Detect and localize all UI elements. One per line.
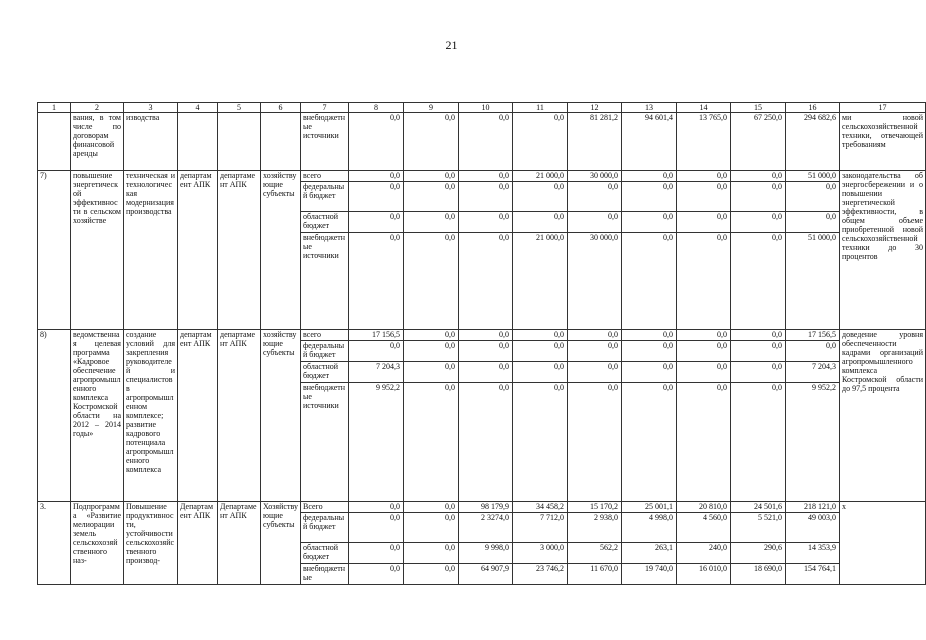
funding-source: внебюджетные источники: [301, 113, 349, 171]
amount-cell: 18 690,0: [731, 564, 786, 585]
amount-cell: 24 501,6: [731, 502, 786, 513]
funding-source: федеральный бюджет: [301, 513, 349, 543]
amount-cell: 2 938,0: [568, 513, 622, 543]
column-number: 11: [513, 103, 568, 113]
amount-cell: 0,0: [513, 113, 568, 171]
responsible: департамент АПК: [178, 171, 218, 330]
amount-cell: 21 000,0: [513, 171, 568, 182]
executor: департамент АПК: [218, 171, 261, 330]
amount-cell: 94 601,4: [622, 113, 677, 171]
amount-cell: 15 170,2: [568, 502, 622, 513]
amount-cell: 0,0: [513, 182, 568, 212]
amount-cell: 0,0: [513, 362, 568, 383]
funding-source: Всего: [301, 502, 349, 513]
column-number: 9: [404, 103, 459, 113]
responsible: [178, 113, 218, 171]
table-row: [38, 113, 926, 171]
amount-cell: 7 204,3: [349, 362, 404, 383]
amount-cell: 0,0: [622, 212, 677, 233]
executor: [218, 113, 261, 171]
amount-cell: 0,0: [459, 383, 513, 502]
amount-cell: 0,0: [404, 212, 459, 233]
amount-cell: 0,0: [404, 330, 459, 341]
amount-cell: 0,0: [459, 362, 513, 383]
page-number: 21: [445, 38, 458, 52]
amount-cell: 0,0: [677, 362, 731, 383]
amount-cell: 14 353,9: [786, 543, 840, 564]
amount-cell: 17 156,5: [349, 330, 404, 341]
column-number: 14: [677, 103, 731, 113]
funding-source: внебюджетные: [301, 564, 349, 585]
amount-cell: 0,0: [568, 330, 622, 341]
column-number: 15: [731, 103, 786, 113]
amount-cell: 0,0: [677, 233, 731, 330]
amount-cell: 11 670,0: [568, 564, 622, 585]
amount-cell: 0,0: [349, 543, 404, 564]
amount-cell: 263,1: [622, 543, 677, 564]
funding-source: всего: [301, 330, 349, 341]
amount-cell: 0,0: [459, 171, 513, 182]
column-number: 8: [349, 103, 404, 113]
amount-cell: 0,0: [349, 341, 404, 362]
amount-cell: 218 121,0: [786, 502, 840, 513]
target-indicator: ми новой сельскохозяйственной техники, отвечающей требованиям: [840, 113, 926, 171]
funding-source: всего: [301, 171, 349, 182]
amount-cell: 13 765,0: [677, 113, 731, 171]
amount-cell: 240,0: [677, 543, 731, 564]
amount-cell: 0,0: [349, 233, 404, 330]
amount-cell: 0,0: [459, 341, 513, 362]
column-number: 6: [261, 103, 301, 113]
participant: [261, 113, 301, 171]
measure-name: ведомственная целевая программа «Кадровое обеспечение агропромышленного комплекса Костромской области на 2012 – 2014 годы»: [71, 330, 124, 502]
executor: департамент АПК: [218, 330, 261, 502]
amount-cell: 9 998,0: [459, 543, 513, 564]
amount-cell: 19 740,0: [622, 564, 677, 585]
amount-cell: 0,0: [459, 212, 513, 233]
amount-cell: 0,0: [677, 383, 731, 502]
amount-cell: 0,0: [786, 212, 840, 233]
column-number: 17: [840, 103, 926, 113]
table-row: [38, 330, 926, 341]
amount-cell: 290,6: [731, 543, 786, 564]
amount-cell: 0,0: [622, 330, 677, 341]
target-indicator: законодательства об энергосбережении и о повышении энергетической эффективности, в общем объеме приобретенной новой сельскохозяйственной техники до 30 процентов: [840, 171, 926, 330]
column-number: 5: [218, 103, 261, 113]
funding-source: областной бюджет: [301, 362, 349, 383]
amount-cell: 0,0: [731, 212, 786, 233]
amount-cell: 51 000,0: [786, 171, 840, 182]
funding-source: областной бюджет: [301, 543, 349, 564]
amount-cell: 0,0: [731, 341, 786, 362]
participant: хозяйствующие субъекты: [261, 171, 301, 330]
amount-cell: 0,0: [622, 341, 677, 362]
measure-name: Подпрограмма «Развитие мелиорации земель сельскохозяйственного наз-: [71, 502, 124, 585]
amount-cell: 0,0: [568, 341, 622, 362]
amount-cell: 0,0: [731, 362, 786, 383]
amount-cell: 0,0: [731, 330, 786, 341]
amount-cell: 0,0: [404, 543, 459, 564]
amount-cell: 0,0: [677, 182, 731, 212]
amount-cell: 0,0: [731, 171, 786, 182]
budget-table: [37, 102, 926, 585]
amount-cell: 294 682,6: [786, 113, 840, 171]
amount-cell: 34 458,2: [513, 502, 568, 513]
amount-cell: 0,0: [677, 171, 731, 182]
amount-cell: 0,0: [349, 113, 404, 171]
measure-goal: техническая и технологическая модернизация производства: [124, 171, 178, 330]
amount-cell: 0,0: [404, 233, 459, 330]
amount-cell: 0,0: [568, 182, 622, 212]
funding-source: областной бюджет: [301, 212, 349, 233]
amount-cell: 0,0: [622, 182, 677, 212]
amount-cell: 154 764,1: [786, 564, 840, 585]
measure-name: вания, в том числе по договорам финансовой аренды: [71, 113, 124, 171]
row-number: 7): [38, 171, 71, 330]
amount-cell: 17 156,5: [786, 330, 840, 341]
amount-cell: 4 560,0: [677, 513, 731, 543]
amount-cell: 81 281,2: [568, 113, 622, 171]
column-numbers-row: [38, 103, 926, 113]
amount-cell: 67 250,0: [731, 113, 786, 171]
amount-cell: 9 952,2: [349, 383, 404, 502]
amount-cell: 0,0: [404, 341, 459, 362]
amount-cell: 0,0: [731, 383, 786, 502]
amount-cell: 51 000,0: [786, 233, 840, 330]
amount-cell: 23 746,2: [513, 564, 568, 585]
amount-cell: 0,0: [349, 513, 404, 543]
amount-cell: 0,0: [731, 233, 786, 330]
amount-cell: 9 952,2: [786, 383, 840, 502]
amount-cell: 0,0: [349, 182, 404, 212]
funding-source: внебюджетные источники: [301, 233, 349, 330]
amount-cell: 0,0: [677, 330, 731, 341]
amount-cell: 0,0: [349, 171, 404, 182]
column-number: 13: [622, 103, 677, 113]
amount-cell: 0,0: [731, 182, 786, 212]
amount-cell: 3 000,0: [513, 543, 568, 564]
amount-cell: 7 204,3: [786, 362, 840, 383]
amount-cell: 0,0: [622, 171, 677, 182]
amount-cell: 0,0: [459, 113, 513, 171]
column-number: 4: [178, 103, 218, 113]
column-number: 1: [38, 103, 71, 113]
amount-cell: 0,0: [677, 212, 731, 233]
amount-cell: 5 521,0: [731, 513, 786, 543]
amount-cell: 0,0: [404, 502, 459, 513]
column-number: 3: [124, 103, 178, 113]
amount-cell: 4 998,0: [622, 513, 677, 543]
responsible: Департамент АПК: [178, 502, 218, 585]
executor: Департамент АПК: [218, 502, 261, 585]
participant: Хозяйствующие субъекты: [261, 502, 301, 585]
funding-source: федеральный бюджет: [301, 182, 349, 212]
responsible: департамент АПК: [178, 330, 218, 502]
amount-cell: 0,0: [513, 341, 568, 362]
amount-cell: 21 000,0: [513, 233, 568, 330]
amount-cell: 0,0: [404, 383, 459, 502]
amount-cell: 0,0: [786, 341, 840, 362]
amount-cell: 0,0: [568, 362, 622, 383]
column-number: 16: [786, 103, 840, 113]
column-number: 2: [71, 103, 124, 113]
amount-cell: 0,0: [786, 182, 840, 212]
amount-cell: 0,0: [568, 212, 622, 233]
row-number: [38, 113, 71, 171]
participant: хозяйствующие субъекты: [261, 330, 301, 502]
amount-cell: 20 810,0: [677, 502, 731, 513]
row-number: 8): [38, 330, 71, 502]
amount-cell: 0,0: [349, 564, 404, 585]
amount-cell: 25 001,1: [622, 502, 677, 513]
amount-cell: 2 3274,0: [459, 513, 513, 543]
amount-cell: 0,0: [568, 383, 622, 502]
target-indicator: х: [840, 502, 926, 585]
row-number: 3.: [38, 502, 71, 585]
amount-cell: 7 712,0: [513, 513, 568, 543]
funding-source: федеральный бюджет: [301, 341, 349, 362]
column-number: 12: [568, 103, 622, 113]
table-row: [38, 502, 926, 513]
table-row: [38, 171, 926, 182]
measure-goal: создание условий для закрепления руководителей и специалистов в агропромышленном комплексе; развитие кадрового потенциала агропромышленного комплекса: [124, 330, 178, 502]
amount-cell: 0,0: [459, 233, 513, 330]
measure-goal: Повышение продуктивности, устойчивости сельскохозяйственного производ-: [124, 502, 178, 585]
amount-cell: 0,0: [404, 113, 459, 171]
amount-cell: 562,2: [568, 543, 622, 564]
amount-cell: 0,0: [513, 383, 568, 502]
amount-cell: 0,0: [404, 182, 459, 212]
amount-cell: 0,0: [404, 564, 459, 585]
amount-cell: 0,0: [349, 502, 404, 513]
amount-cell: 0,0: [349, 212, 404, 233]
amount-cell: 49 003,0: [786, 513, 840, 543]
measure-name: повышение энергетической эффективности в сельском хозяйстве: [71, 171, 124, 330]
funding-source: внебюджетные источники: [301, 383, 349, 502]
amount-cell: 98 179,9: [459, 502, 513, 513]
amount-cell: 0,0: [513, 330, 568, 341]
column-number: 10: [459, 103, 513, 113]
amount-cell: 0,0: [622, 362, 677, 383]
amount-cell: 64 907,9: [459, 564, 513, 585]
amount-cell: 0,0: [459, 330, 513, 341]
amount-cell: 0,0: [513, 212, 568, 233]
amount-cell: 0,0: [622, 233, 677, 330]
amount-cell: 30 000,0: [568, 233, 622, 330]
amount-cell: 0,0: [404, 171, 459, 182]
amount-cell: 16 010,0: [677, 564, 731, 585]
amount-cell: 0,0: [622, 383, 677, 502]
amount-cell: 0,0: [404, 362, 459, 383]
amount-cell: 0,0: [677, 341, 731, 362]
amount-cell: 0,0: [459, 182, 513, 212]
target-indicator: доведение уровня обеспеченности кадрами организаций агропромышленного комплекса Костромской области до 97,5 процента: [840, 330, 926, 502]
amount-cell: 30 000,0: [568, 171, 622, 182]
column-number: 7: [301, 103, 349, 113]
amount-cell: 0,0: [404, 513, 459, 543]
measure-goal: изводства: [124, 113, 178, 171]
